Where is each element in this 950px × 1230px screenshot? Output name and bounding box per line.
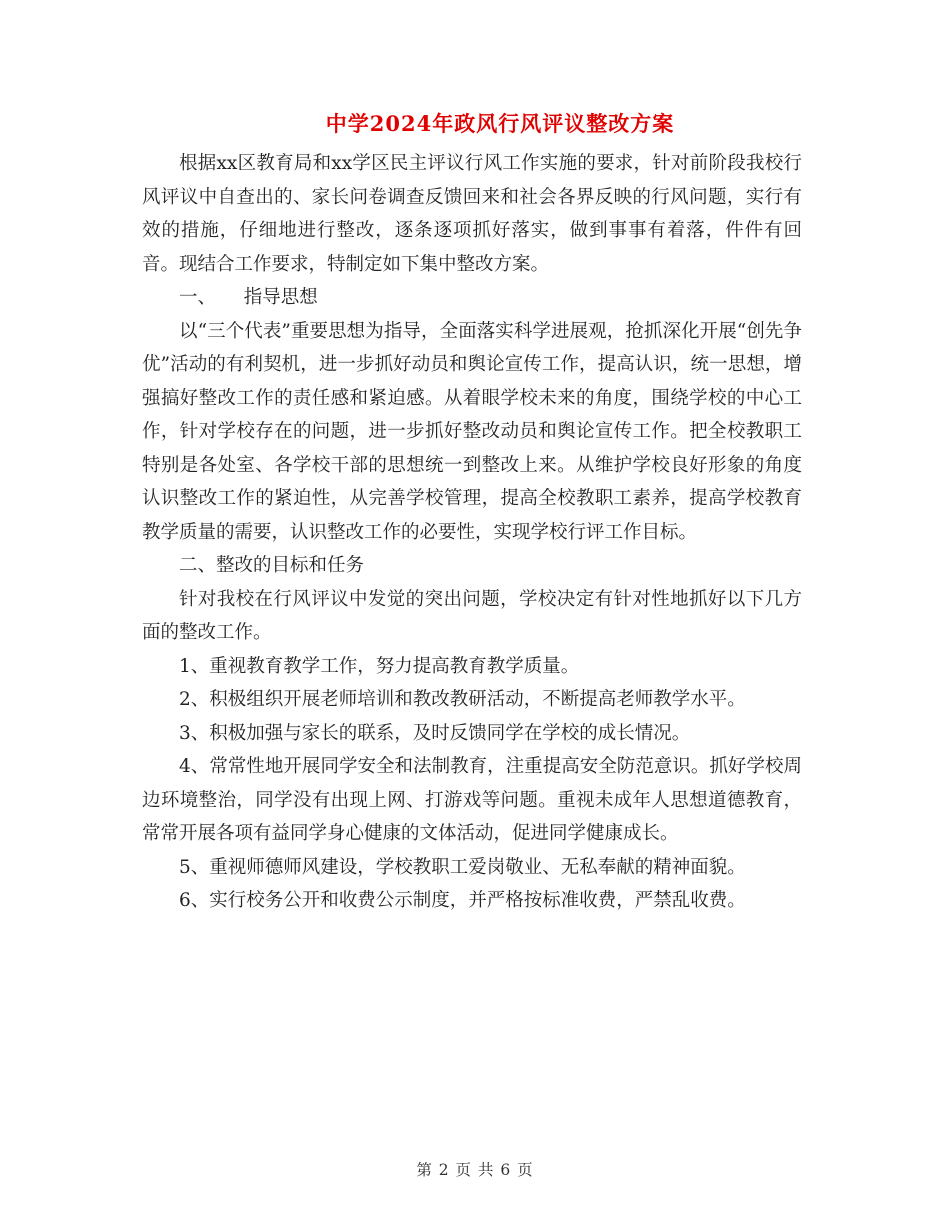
task-item-4: 4、常常性地开展同学安全和法制教育，注重提高安全防范意识。抓好学校周边环境整治，同学没有出现上网、打游戏等问题。重视未成年人思想道德教育，常常开展各项有益同学身心健康的文体活动，促进同学健康成长。 <box>142 756 802 844</box>
goals-intro-paragraph: 针对我校在行风评议中发觉的突出问题，学校决定有针对性地抓好以下几方面的整改工作。 <box>142 588 802 643</box>
document-body <box>142 147 802 918</box>
task-item-5: 5、重视师德师风建设，学校教职工爱岗敬业、无私奉献的精神面貌。 <box>179 856 746 878</box>
section-heading-guiding-thought: 一、 指导思想 <box>179 287 318 308</box>
task-item-1: 1、重视教育教学工作，努力提高教育教学质量。 <box>179 655 580 677</box>
section-heading-goals-tasks: 二、整改的目标和任务 <box>179 555 365 576</box>
task-item-6: 6、实行校务公开和收费公示制度，并严格按标准收费，严禁乱收费。 <box>179 890 746 911</box>
intro-paragraph: 根据xx区教育局和xx学区民主评议行风工作实施的要求，针对前阶段我校行风评议中自查出的、家长问卷调查反馈回来和社会各界反映的行风问题，实行有效的措施，仔细地进行整改，逐条逐项抓好落实，做到事事有着落，件件有回音。现结合工作要求，特制定如下集中整改方案。 <box>142 153 802 275</box>
task-item-2: 2、积极组织开展老师培训和教改教研活动，不断提高老师教学水平。 <box>179 689 746 710</box>
task-item-3: 3、积极加强与家长的联系，及时反馈同学在学校的成长情况。 <box>179 722 691 744</box>
document-title: 中学2024年政风行风评议整改方案 <box>325 111 675 136</box>
page-number-footer: 第 2 页 共 6 页 <box>416 1161 534 1179</box>
guiding-thought-paragraph: 以“三个代表”重要思想为指导，全面落实科学进展观，抢抓深化开展“创先争优”活动的有利契机，进一步抓好动员和舆论宣传工作，提高认识，统一思想，增强搞好整改工作的责任感和紧迫感。从着眼学校未来的角度，围绕学校的中心工作，针对学校存在的问题，进一步抓好整改动员和舆论宣传工作。把全校教职工特别是各处室、各学校干部的思想统一到整改上来。从维护学校良好形象的角度认识整改工作的紧迫性，从完善学校管理，提高全校教职工素养，提高学校教育教学质量的需要，认识整改工作的必要性，实现学校行评工作目标。 <box>142 320 802 543</box>
